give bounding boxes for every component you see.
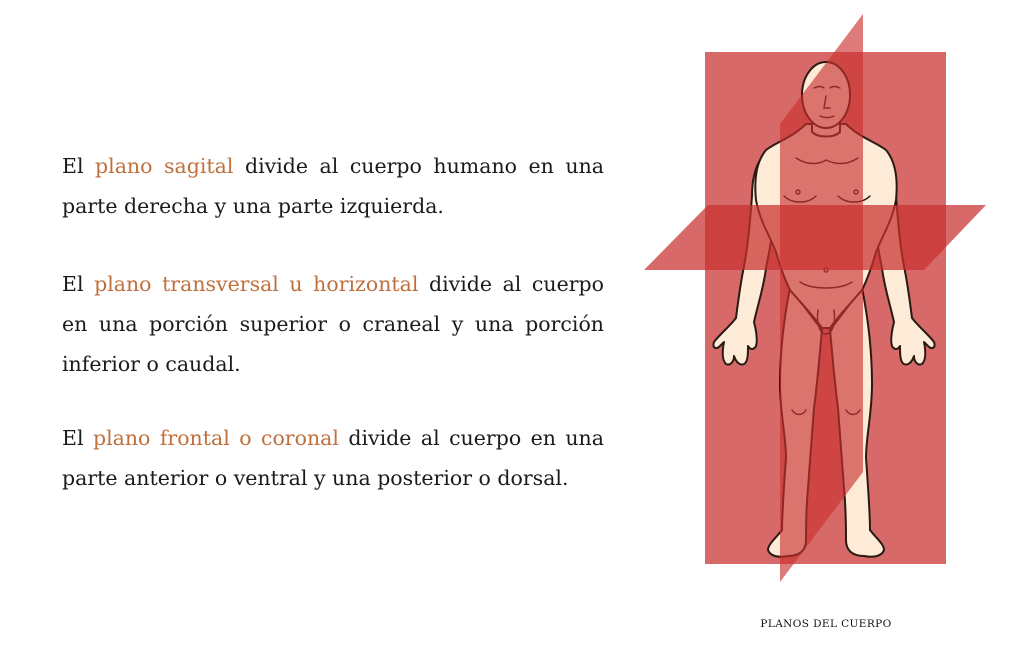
term-frontal-plane: plano frontal o coronal	[92, 426, 339, 450]
paragraph-text: El	[62, 272, 95, 296]
paragraph-text: divide al cuerpo humano en una parte derecha y una parte izquierda.	[62, 154, 604, 218]
term-transverse-plane: plano transversal u horizontal	[94, 272, 419, 296]
body-planes-illustration	[640, 12, 990, 592]
paragraph-transverse	[62, 264, 604, 384]
description-text	[62, 146, 604, 536]
paragraph-text: El	[62, 426, 93, 450]
paragraph-frontal	[62, 418, 604, 498]
paragraph-text: divide al cuerpo en una parte anterior o ventral y una posterior o dorsal.	[62, 426, 604, 490]
paragraph-text: divide al cuerpo en una porción superior o craneal y una porción inferior o caudal.	[62, 272, 604, 376]
paragraph-text: El	[62, 154, 96, 178]
paragraph-sagittal	[62, 146, 604, 226]
term-sagittal-plane: plano sagital	[95, 154, 234, 178]
figure-caption: PLANOS DEL CUERPO	[760, 618, 892, 630]
